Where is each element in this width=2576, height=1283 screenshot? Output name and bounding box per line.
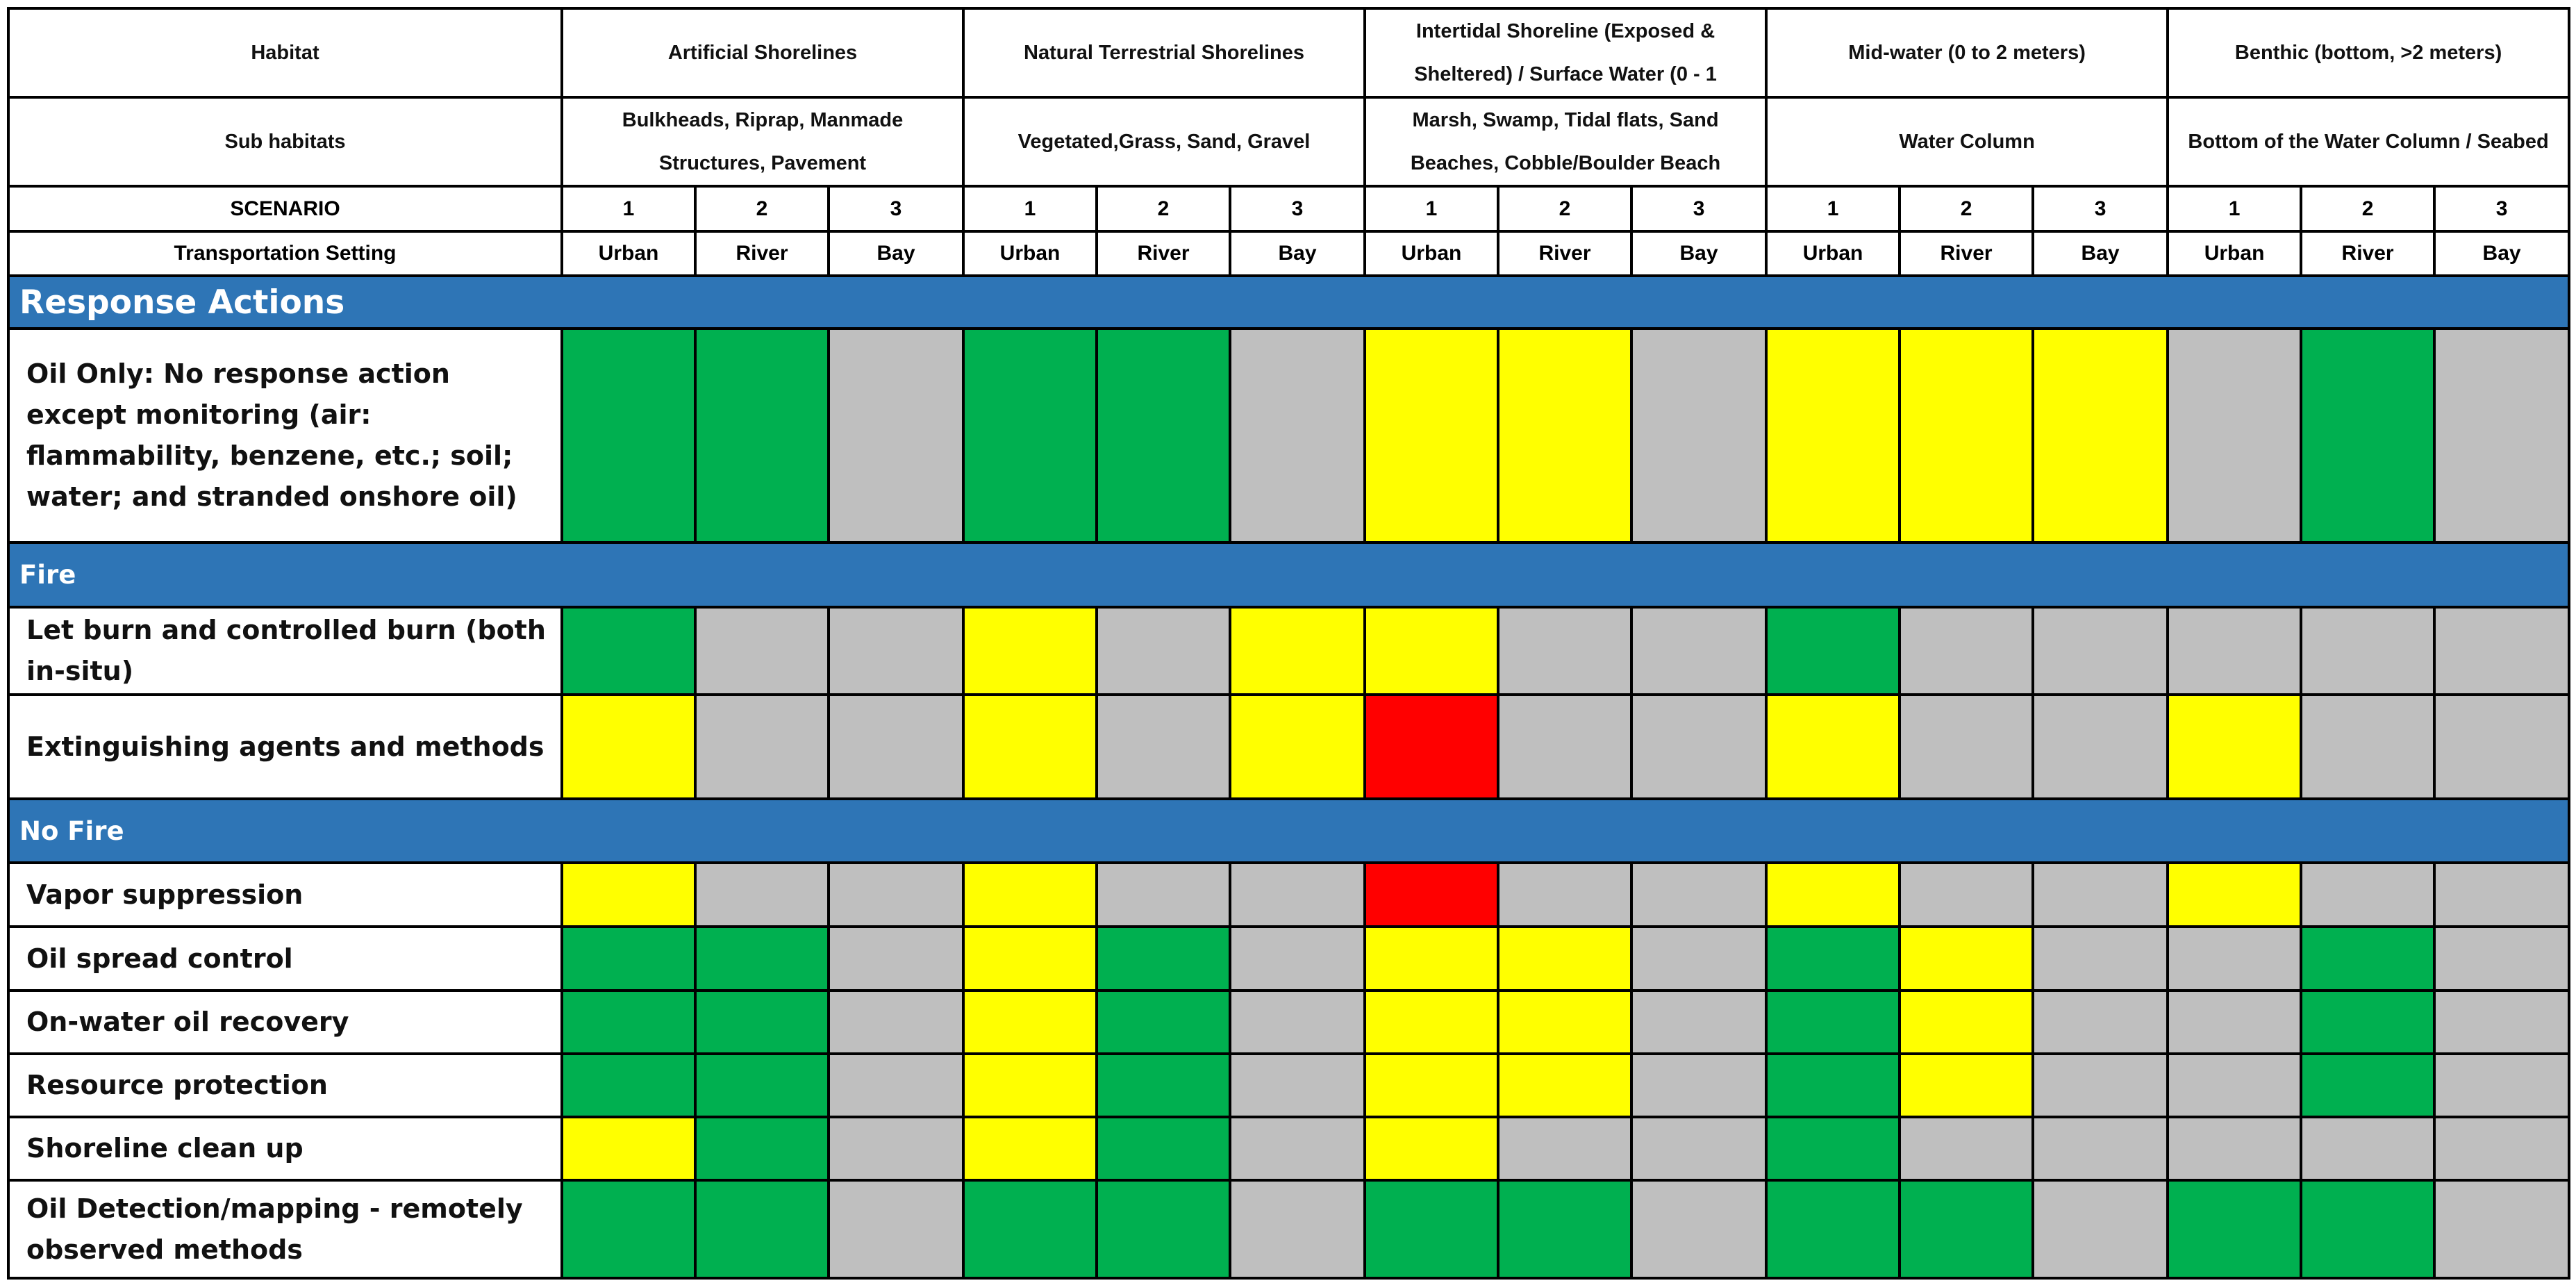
rating-cell <box>562 1054 695 1117</box>
scenario-number: 3 <box>1230 186 1365 231</box>
rating-cell <box>2033 695 2168 799</box>
rating-cell <box>829 1054 963 1117</box>
rating-cell <box>1900 927 2033 991</box>
scenario-number: 2 <box>1900 186 2033 231</box>
rating-cell <box>1631 607 1766 695</box>
rating-cell <box>1230 1117 1365 1180</box>
action-label: Oil Detection/mapping - remotely observed methods <box>8 1180 562 1278</box>
rating-cell <box>1631 991 1766 1054</box>
rating-cell <box>829 1180 963 1278</box>
rating-cell <box>2168 329 2301 543</box>
rating-cell <box>2301 927 2434 991</box>
scenario-number: 3 <box>2033 186 2168 231</box>
rating-cell <box>2033 863 2168 927</box>
rating-cell <box>2168 1054 2301 1117</box>
rating-cell <box>1631 695 1766 799</box>
action-label: Vapor suppression <box>8 863 562 927</box>
rating-cell <box>1766 1054 1900 1117</box>
rating-cell <box>1365 607 1498 695</box>
rating-cell <box>2033 1117 2168 1180</box>
rating-cell <box>2434 1180 2569 1278</box>
transport-header-row <box>8 231 2569 276</box>
action-label: Shoreline clean up <box>8 1117 562 1180</box>
rating-cell <box>2033 329 2168 543</box>
rating-cell <box>562 1180 695 1278</box>
rating-cell <box>1097 607 1230 695</box>
action-label: Resource protection <box>8 1054 562 1117</box>
section-title: No Fire <box>8 799 2569 863</box>
rating-cell <box>1631 1054 1766 1117</box>
rating-cell <box>1097 695 1230 799</box>
rating-cell <box>1498 607 1631 695</box>
scenario-header-row <box>8 186 2569 231</box>
rating-cell <box>1900 991 2033 1054</box>
rating-cell <box>1097 863 1230 927</box>
response-matrix-table <box>7 7 2570 1280</box>
rating-cell <box>1900 607 2033 695</box>
rating-cell <box>1766 863 1900 927</box>
rating-cell <box>1631 329 1766 543</box>
scenario-number: 3 <box>2434 186 2569 231</box>
rating-cell <box>1631 927 1766 991</box>
rating-cell <box>562 1117 695 1180</box>
rating-cell <box>1766 927 1900 991</box>
rating-cell <box>2434 607 2569 695</box>
transport-setting: Bay <box>1631 231 1766 276</box>
rating-cell <box>562 329 695 543</box>
rating-cell <box>2434 927 2569 991</box>
action-label: Let burn and controlled burn (both in-situ) <box>8 607 562 695</box>
subhabitat-name: Water Column <box>1766 97 2168 186</box>
rating-cell <box>1230 1180 1365 1278</box>
rating-cell <box>2301 1054 2434 1117</box>
scenario-label: SCENARIO <box>8 186 562 231</box>
subhabitat-name: Bulkheads, Riprap, Manmade Structures, Pavement <box>562 97 963 186</box>
rating-cell <box>829 1117 963 1180</box>
rating-cell <box>1230 1054 1365 1117</box>
transport-setting: Urban <box>963 231 1097 276</box>
rating-cell <box>1365 927 1498 991</box>
rating-cell <box>562 991 695 1054</box>
rating-cell <box>2434 329 2569 543</box>
action-row <box>8 863 2569 927</box>
rating-cell <box>1498 1054 1631 1117</box>
rating-cell <box>963 1180 1097 1278</box>
action-row <box>8 695 2569 799</box>
scenario-number: 3 <box>1631 186 1766 231</box>
rating-cell <box>963 1054 1097 1117</box>
rating-cell <box>829 329 963 543</box>
scenario-number: 1 <box>1766 186 1900 231</box>
rating-cell <box>1900 1054 2033 1117</box>
rating-cell <box>2301 863 2434 927</box>
rating-cell <box>1498 329 1631 543</box>
rating-cell <box>2434 1054 2569 1117</box>
transport-setting: River <box>1498 231 1631 276</box>
section-header-no-fire <box>8 799 2569 863</box>
rating-cell <box>562 863 695 927</box>
rating-cell <box>1766 1180 1900 1278</box>
section-title: Response Actions <box>8 276 2569 329</box>
rating-cell <box>1498 991 1631 1054</box>
rating-cell <box>1097 1180 1230 1278</box>
rating-cell <box>1365 863 1498 927</box>
subhabitat-header-row <box>8 97 2569 186</box>
transport-setting: Urban <box>1365 231 1498 276</box>
scenario-number: 2 <box>695 186 829 231</box>
rating-cell <box>2434 695 2569 799</box>
rating-cell <box>695 329 829 543</box>
transport-setting: Bay <box>829 231 963 276</box>
rating-cell <box>1631 1180 1766 1278</box>
action-row <box>8 607 2569 695</box>
rating-cell <box>2168 863 2301 927</box>
rating-cell <box>829 607 963 695</box>
rating-cell <box>695 863 829 927</box>
rating-cell <box>1365 695 1498 799</box>
rating-cell <box>1766 695 1900 799</box>
rating-cell <box>1766 991 1900 1054</box>
rating-cell <box>1230 695 1365 799</box>
transport-setting: River <box>2301 231 2434 276</box>
rating-cell <box>1365 1054 1498 1117</box>
rating-cell <box>1365 329 1498 543</box>
scenario-number: 2 <box>1498 186 1631 231</box>
habitat-name: Benthic (bottom, >2 meters) <box>2168 8 2569 97</box>
response-matrix-container <box>7 7 2570 1280</box>
rating-cell <box>1230 329 1365 543</box>
rating-cell <box>1230 863 1365 927</box>
transport-setting: River <box>1097 231 1230 276</box>
action-row <box>8 927 2569 991</box>
rating-cell <box>2033 927 2168 991</box>
action-row <box>8 991 2569 1054</box>
transport-label: Transportation Setting <box>8 231 562 276</box>
rating-cell <box>695 607 829 695</box>
action-label: On-water oil recovery <box>8 991 562 1054</box>
scenario-number: 2 <box>2301 186 2434 231</box>
rating-cell <box>562 607 695 695</box>
scenario-number: 1 <box>963 186 1097 231</box>
rating-cell <box>963 695 1097 799</box>
rating-cell <box>1900 329 2033 543</box>
habitat-label: Habitat <box>8 8 562 97</box>
transport-setting: River <box>1900 231 2033 276</box>
transport-setting: Bay <box>2434 231 2569 276</box>
rating-cell <box>695 1117 829 1180</box>
rating-cell <box>2168 927 2301 991</box>
subhabitat-name: Vegetated,Grass, Sand, Gravel <box>963 97 1365 186</box>
rating-cell <box>2301 1180 2434 1278</box>
transport-setting: Urban <box>1766 231 1900 276</box>
rating-cell <box>695 927 829 991</box>
rating-cell <box>2033 1054 2168 1117</box>
subhabitat-name: Marsh, Swamp, Tidal flats, Sand Beaches, Cobble/Boulder Beach <box>1365 97 1766 186</box>
section-header-response-actions <box>8 276 2569 329</box>
subhabitat-name: Bottom of the Water Column / Seabed <box>2168 97 2569 186</box>
rating-cell <box>963 607 1097 695</box>
rating-cell <box>829 695 963 799</box>
action-row <box>8 1054 2569 1117</box>
rating-cell <box>1230 607 1365 695</box>
rating-cell <box>2168 1117 2301 1180</box>
rating-cell <box>2168 991 2301 1054</box>
habitat-name: Artificial Shorelines <box>562 8 963 97</box>
rating-cell <box>1498 1180 1631 1278</box>
rating-cell <box>2033 1180 2168 1278</box>
action-row <box>8 329 2569 543</box>
rating-cell <box>829 927 963 991</box>
action-row <box>8 1117 2569 1180</box>
rating-cell <box>1097 927 1230 991</box>
rating-cell <box>2168 1180 2301 1278</box>
rating-cell <box>562 927 695 991</box>
rating-cell <box>963 863 1097 927</box>
rating-cell <box>2168 695 2301 799</box>
rating-cell <box>695 1180 829 1278</box>
rating-cell <box>1498 695 1631 799</box>
habitat-name: Natural Terrestrial Shorelines <box>963 8 1365 97</box>
transport-setting: Urban <box>2168 231 2301 276</box>
rating-cell <box>2434 1117 2569 1180</box>
rating-cell <box>1631 863 1766 927</box>
rating-cell <box>963 1117 1097 1180</box>
transport-setting: Urban <box>562 231 695 276</box>
habitat-header-row <box>8 8 2569 97</box>
rating-cell <box>829 863 963 927</box>
rating-cell <box>1900 1117 2033 1180</box>
rating-cell <box>695 991 829 1054</box>
rating-cell <box>1766 607 1900 695</box>
rating-cell <box>695 695 829 799</box>
rating-cell <box>2301 695 2434 799</box>
action-label: Oil Only: No response action except monitoring (air: flammability, benzene, etc.; soil; water; and stranded onshore oil) <box>8 329 562 543</box>
rating-cell <box>1097 329 1230 543</box>
scenario-number: 2 <box>1097 186 1230 231</box>
habitat-name: Intertidal Shoreline (Exposed & Sheltered) / Surface Water (0 - 1 <box>1365 8 1766 97</box>
scenario-number: 1 <box>1365 186 1498 231</box>
rating-cell <box>1498 1117 1631 1180</box>
transport-setting: Bay <box>1230 231 1365 276</box>
rating-cell <box>963 329 1097 543</box>
rating-cell <box>1766 329 1900 543</box>
rating-cell <box>963 991 1097 1054</box>
rating-cell <box>2301 607 2434 695</box>
scenario-number: 1 <box>562 186 695 231</box>
rating-cell <box>562 695 695 799</box>
scenario-number: 1 <box>2168 186 2301 231</box>
rating-cell <box>1900 695 2033 799</box>
action-row <box>8 1180 2569 1278</box>
action-label: Extinguishing agents and methods <box>8 695 562 799</box>
rating-cell <box>2033 991 2168 1054</box>
rating-cell <box>1230 991 1365 1054</box>
rating-cell <box>1900 863 2033 927</box>
rating-cell <box>695 1054 829 1117</box>
transport-setting: River <box>695 231 829 276</box>
rating-cell <box>963 927 1097 991</box>
action-label: Oil spread control <box>8 927 562 991</box>
rating-cell <box>1498 927 1631 991</box>
section-header-fire <box>8 543 2569 607</box>
rating-cell <box>1097 991 1230 1054</box>
section-title: Fire <box>8 543 2569 607</box>
habitat-name: Mid-water (0 to 2 meters) <box>1766 8 2168 97</box>
rating-cell <box>2033 607 2168 695</box>
rating-cell <box>2168 607 2301 695</box>
subhabitat-label: Sub habitats <box>8 97 562 186</box>
rating-cell <box>1365 1117 1498 1180</box>
rating-cell <box>2434 991 2569 1054</box>
rating-cell <box>1230 927 1365 991</box>
rating-cell <box>2434 863 2569 927</box>
rating-cell <box>1097 1054 1230 1117</box>
rating-cell <box>829 991 963 1054</box>
rating-cell <box>1498 863 1631 927</box>
rating-cell <box>1766 1117 1900 1180</box>
rating-cell <box>2301 329 2434 543</box>
rating-cell <box>1900 1180 2033 1278</box>
scenario-number: 3 <box>829 186 963 231</box>
rating-cell <box>1097 1117 1230 1180</box>
rating-cell <box>2301 1117 2434 1180</box>
rating-cell <box>1631 1117 1766 1180</box>
rating-cell <box>1365 1180 1498 1278</box>
rating-cell <box>1365 991 1498 1054</box>
transport-setting: Bay <box>2033 231 2168 276</box>
rating-cell <box>2301 991 2434 1054</box>
